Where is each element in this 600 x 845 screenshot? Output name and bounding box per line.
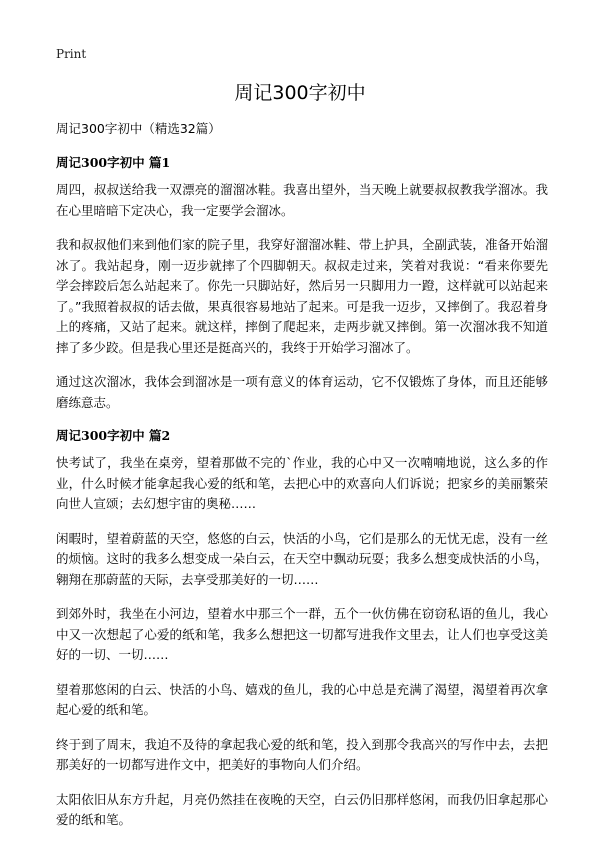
paragraph: 周四，叔叔送给我一双漂亮的溜溜冰鞋。我喜出望外，当天晚上就要叔叔教我学溜冰。我在心里暗暗下定决心，我一定要学会溜冰。 xyxy=(56,182,548,218)
page-title: 周记300字初中 xyxy=(234,82,366,104)
paragraph: 终于到了周末，我迫不及待的拿起我心爱的纸和笔，投入到那令我高兴的写作中去，去把那美好的一切都写进作文中，把美好的事物向人们介绍。 xyxy=(56,736,548,772)
paragraph: 望着那悠闲的白云、快活的小鸟、嬉戏的鱼儿，我的心中总是充满了渴望，渴望着再次拿起心爱的纸和笔。 xyxy=(56,681,548,717)
paragraph: 快考试了，我坐在桌旁，望着那做不完的`作业，我的心中又一次喃喃地说，这么多的作业，什么时候才能拿起我心爱的纸和笔，去把心中的欢喜向人们诉说；把家乡的美丽繁荣向世人宣颂；去幻想宇宙的奥秘…… xyxy=(56,455,548,511)
paragraph: 到郊外时，我坐在小河边，望着水中那三个一群，五个一伙仿佛在窃窃私语的鱼儿，我心中又一次想起了心爱的纸和笔，我多么想把这一切都写进我作文里去，让人们也享受这美好的一切、一切…… xyxy=(56,606,548,662)
print-label: Print xyxy=(56,47,87,61)
section-heading: 周记300字初中 篇2 xyxy=(56,428,171,443)
section-1 xyxy=(56,154,548,413)
section-heading: 周记300字初中 篇1 xyxy=(56,155,171,170)
paragraph: 太阳依旧从东方升起，月亮仍然挂在夜晚的天空，白云仍旧那样悠闲，而我仍旧拿起那心爱的纸和笔。 xyxy=(56,791,548,827)
document-content xyxy=(56,120,548,845)
section-2 xyxy=(56,427,548,831)
paragraph: 闲暇时，望着蔚蓝的天空，悠悠的白云，快活的小鸟，它们是那么的无忧无虑，没有一丝的烦恼。这时的我多么想变成一朵白云，在天空中飘动玩耍；我多么想变成快活的小鸟，翱翔在那蔚蓝的天际，去享受那美好的一切…… xyxy=(56,530,548,587)
paragraph: 我和叔叔他们来到他们家的院子里，我穿好溜溜冰鞋、带上护具，全副武装，准备开始溜冰了。我站起身，刚一迈步就摔了个四脚朝天。叔叔走过来，笑着对我说：“看来你要先学会摔跤后怎么站起来了。你先一只脚站好，然后另一只脚用力一蹬，这样就可以站起来了。”我照着叔叔的话去做，果真很容易地站了起来。可是我一迈步，又摔倒了。我忍着身上的疼痛，又站了起来。就这样，摔倒了爬起来，走两步就又摔倒。第一次溜冰我不知道摔了多少跤。但是我心里还是挺高兴的，我终于开始学习溜冰了。 xyxy=(56,237,548,355)
document-subtitle: 周记300字初中（精选32篇） xyxy=(56,121,221,136)
paragraph: 通过这次溜冰，我体会到溜冰是一项有意义的体育运动，它不仅锻炼了身体，而且还能够磨练意志。 xyxy=(56,374,548,410)
